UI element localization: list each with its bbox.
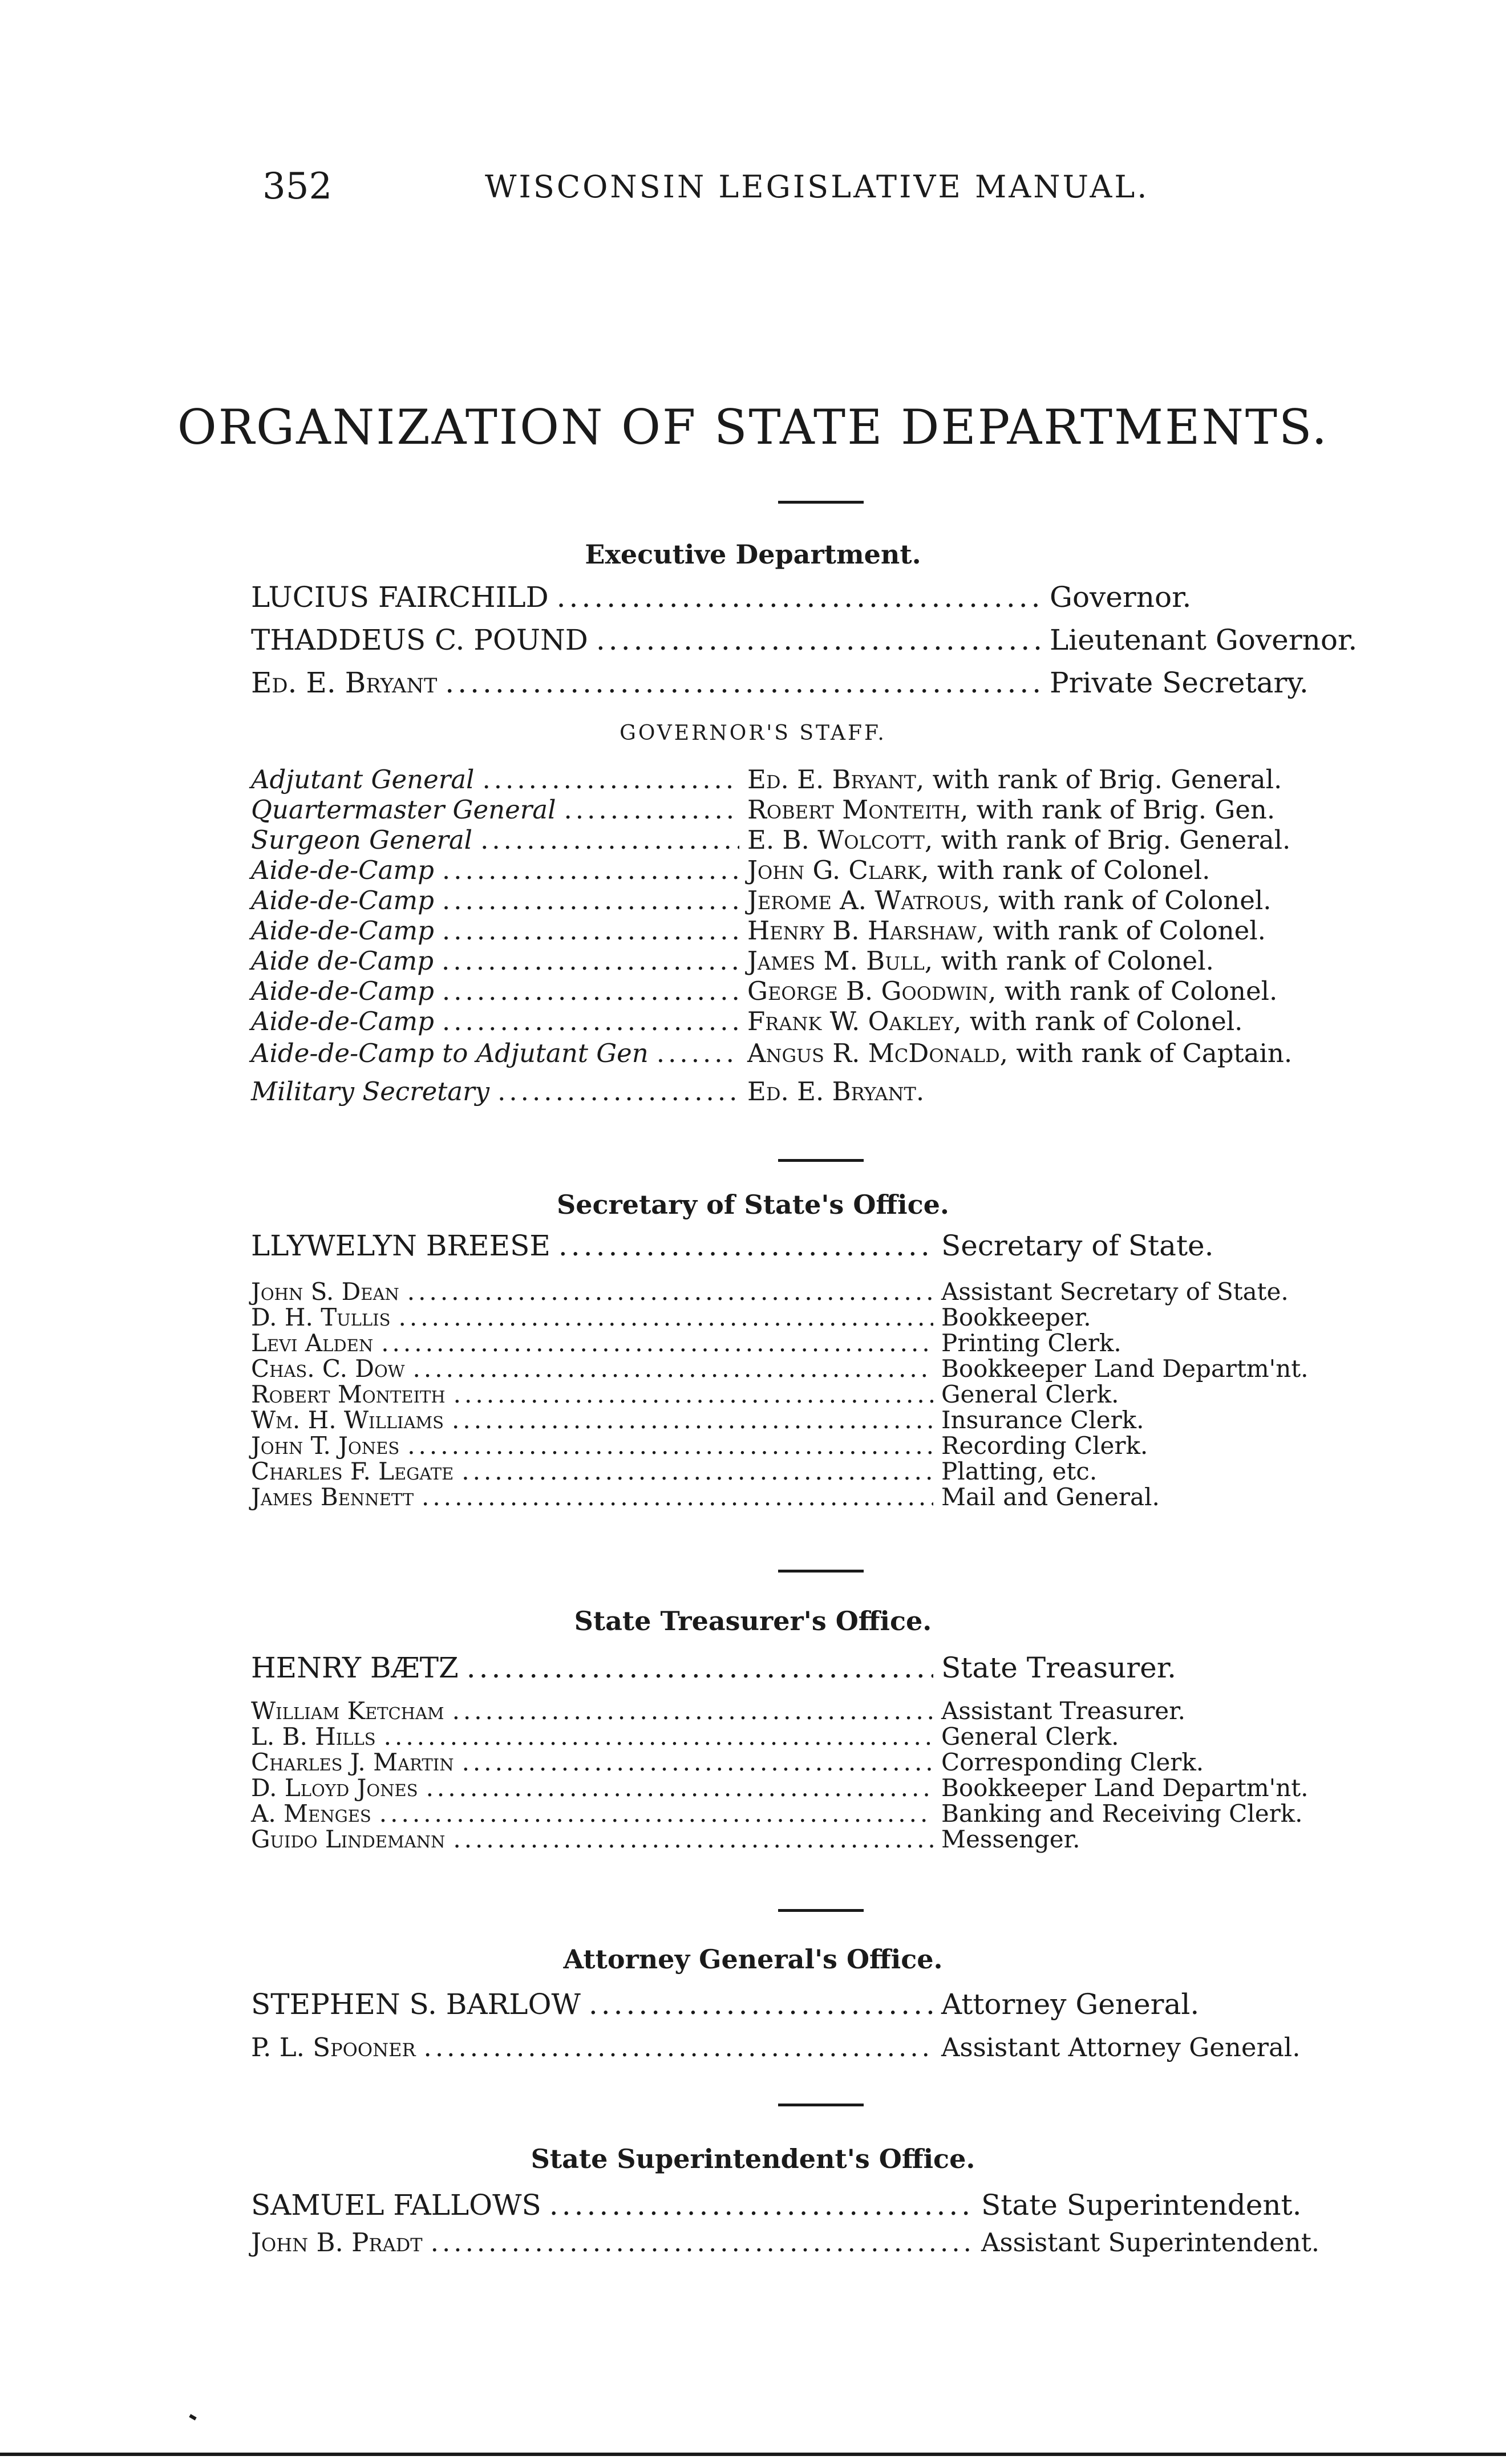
- staff-name: A. Menges: [251, 1800, 371, 1827]
- staff-name: Chas. C. Dow: [251, 1355, 405, 1383]
- dot-leader: [454, 1380, 933, 1408]
- officer-name: THADDEUS C. POUND: [251, 623, 588, 656]
- section-divider: [778, 1570, 864, 1573]
- staff-position: Aide-de-Camp: [251, 976, 434, 1006]
- staff-row: [251, 1457, 1392, 1485]
- staff-position: Aide de-Camp: [251, 946, 434, 976]
- section-divider: [778, 1909, 864, 1912]
- dot-leader: [557, 581, 1042, 614]
- dot-leader: [407, 1278, 933, 1306]
- dot-leader: [549, 2189, 973, 2222]
- staff-name: Guido Lindemann: [251, 1825, 446, 1853]
- staff-title: Banking and Receiving Clerk.: [941, 1800, 1303, 1827]
- staff-title: General Clerk.: [941, 1723, 1119, 1750]
- staff-title: Messenger.: [941, 1825, 1080, 1853]
- staff-name: John S. Dean: [251, 1278, 399, 1306]
- staff-name: John T. Jones: [251, 1432, 400, 1460]
- staff-row: [251, 1748, 1392, 1776]
- dot-leader: [422, 1483, 933, 1511]
- staff-name: William Ketcham: [251, 1697, 444, 1725]
- staff-title: Assistant Attorney General.: [941, 2032, 1301, 2062]
- section-divider: [778, 501, 864, 504]
- dot-leader: [467, 1651, 933, 1684]
- staff-name: D. Lloyd Jones: [251, 1774, 418, 1802]
- staff-name: Charles J. Martin: [251, 1748, 454, 1776]
- officer-name: SAMUEL FALLOWS: [251, 2189, 541, 2222]
- officer-row: [251, 1651, 1392, 1684]
- dot-leader: [589, 1988, 933, 2021]
- executive-heading: Executive Department.: [585, 539, 921, 570]
- section-divider: [778, 2104, 864, 2106]
- dot-leader: [558, 1229, 933, 1262]
- staff-title: Assistant Secretary of State.: [941, 1278, 1289, 1306]
- staff-row: [251, 764, 1392, 795]
- officer-title: Secretary of State.: [941, 1229, 1214, 1262]
- staff-title: Bookkeeper.: [941, 1303, 1091, 1331]
- officer-title: Lieutenant Governor.: [1050, 623, 1358, 656]
- staff-title: Bookkeeper Land Departm'nt.: [941, 1774, 1309, 1802]
- staff-title: Printing Clerk.: [941, 1329, 1122, 1357]
- staff-holder: Henry B. Harshaw, with rank of Colonel.: [747, 915, 1266, 946]
- dot-leader: [462, 1748, 933, 1776]
- dot-leader: [426, 1774, 933, 1802]
- staff-holder: George B. Goodwin, with rank of Colonel.: [747, 976, 1278, 1006]
- staff-holder: John G. Clark, with rank of Colonel.: [747, 855, 1211, 885]
- officer-row: [251, 581, 1392, 614]
- staff-name: Charles F. Legate: [251, 1457, 454, 1485]
- running-head: [251, 165, 1380, 211]
- dot-leader: [442, 976, 739, 1006]
- dot-leader: [442, 915, 739, 946]
- dot-leader: [596, 623, 1042, 656]
- page-edge-rule: [0, 2453, 1506, 2456]
- staff-row: [251, 1483, 1392, 1511]
- page-number: 352: [262, 165, 333, 208]
- staff-holder: Robert Monteith, with rank of Brig. Gen.: [747, 795, 1276, 825]
- officer-title: State Treasurer.: [941, 1651, 1177, 1684]
- staff-title: Insurance Clerk.: [941, 1406, 1144, 1434]
- staff-name: Robert Monteith: [251, 1380, 446, 1408]
- staff-title: General Clerk.: [941, 1380, 1119, 1408]
- staff-row: [251, 1380, 1392, 1408]
- staff-holder: Jerome A. Watrous, with rank of Colonel.: [747, 885, 1272, 915]
- staff-row: [251, 2032, 1392, 2062]
- staff-row: [251, 1329, 1392, 1357]
- officer-title: Private Secretary.: [1050, 666, 1309, 699]
- staff-title: Platting, etc.: [941, 1457, 1098, 1485]
- staff-title: Bookkeeper Land Departm'nt.: [941, 1355, 1309, 1383]
- officer-row: [251, 2189, 1392, 2222]
- dot-leader: [480, 825, 739, 855]
- staff-position: Aide-de-Camp to Adjutant Gen: [251, 1038, 649, 1068]
- staff-position: Aide-de-Camp: [251, 885, 434, 915]
- dot-leader: [442, 855, 739, 885]
- staff-position: Aide-de-Camp: [251, 855, 434, 885]
- staff-name: P. L. Spooner: [251, 2032, 416, 2062]
- officer-name: STEPHEN S. BARLOW: [251, 1988, 581, 2021]
- staff-position: Military Secretary: [251, 1076, 490, 1107]
- staff-name: James Bennett: [251, 1483, 414, 1511]
- staff-title: Mail and General.: [941, 1483, 1160, 1511]
- dot-leader: [461, 1457, 933, 1485]
- staff-row: [251, 1800, 1392, 1827]
- dot-leader: [442, 885, 739, 915]
- staff-name: L. B. Hills: [251, 1723, 376, 1750]
- staff-row: [251, 1774, 1392, 1802]
- staff-name: D. H. Tullis: [251, 1303, 391, 1331]
- staff-title: Assistant Treasurer.: [941, 1697, 1185, 1725]
- dot-leader: [452, 1406, 933, 1434]
- staff-row: [251, 1303, 1392, 1331]
- staff-row: [251, 885, 1392, 915]
- staff-row: [251, 1006, 1392, 1036]
- staff-row: [251, 825, 1392, 855]
- officer-name: LUCIUS FAIRCHILD: [251, 581, 549, 614]
- staff-row: [251, 1278, 1392, 1306]
- dot-leader: [431, 2227, 973, 2258]
- officer-row: [251, 1988, 1392, 2021]
- dot-leader: [407, 1432, 933, 1460]
- officer-row: [251, 623, 1392, 656]
- staff-row: [251, 855, 1392, 885]
- officer-name: HENRY BÆTZ: [251, 1651, 459, 1684]
- officer-row: [251, 666, 1392, 699]
- attorney-heading: Attorney General's Office.: [563, 1944, 943, 1975]
- dot-leader: [482, 764, 739, 795]
- staff-holder: James M. Bull, with rank of Colonel.: [747, 946, 1214, 976]
- treasurer-heading: State Treasurer's Office.: [574, 1606, 932, 1636]
- staff-row: [251, 1406, 1392, 1434]
- staff-position: Aide-de-Camp: [251, 915, 434, 946]
- staff-name: Wm. H. Williams: [251, 1406, 444, 1434]
- officer-name: Ed. E. Bryant: [251, 666, 438, 699]
- staff-row: [251, 1355, 1392, 1383]
- page-title: ORGANIZATION OF STATE DEPARTMENTS.: [177, 399, 1329, 455]
- officer-title: State Superintendent.: [981, 2189, 1302, 2222]
- ink-speck: [189, 2414, 196, 2420]
- staff-row: [251, 1825, 1392, 1853]
- staff-name: Levi Alden: [251, 1329, 374, 1357]
- staff-row: [251, 795, 1392, 825]
- section-divider: [778, 1159, 864, 1162]
- officer-title: Governor.: [1050, 581, 1192, 614]
- staff-name: John B. Pradt: [251, 2227, 423, 2258]
- staff-title: Assistant Superintendent.: [981, 2227, 1320, 2258]
- staff-position: Aide-de-Camp: [251, 1006, 434, 1036]
- governors-staff-heading: GOVERNOR'S STAFF.: [620, 722, 886, 745]
- staff-row: [251, 1076, 1392, 1107]
- staff-row: [251, 915, 1392, 946]
- staff-title: Recording Clerk.: [941, 1432, 1148, 1460]
- officer-row: [251, 1229, 1392, 1262]
- staff-holder: Ed. E. Bryant.: [747, 1076, 925, 1107]
- staff-position: Surgeon General: [251, 825, 473, 855]
- staff-row: [251, 1432, 1392, 1460]
- dot-leader: [379, 1800, 933, 1827]
- officer-name: LLYWELYN BREESE: [251, 1229, 550, 1262]
- staff-holder: E. B. Wolcott, with rank of Brig. General.: [747, 825, 1291, 855]
- secretary-heading: Secretary of State's Office.: [557, 1189, 949, 1220]
- dot-leader: [497, 1076, 739, 1107]
- staff-row: [251, 1723, 1392, 1750]
- dot-leader: [442, 1006, 739, 1036]
- dot-leader: [413, 1355, 933, 1383]
- dot-leader: [453, 1825, 933, 1853]
- staff-position: Quartermaster General: [251, 795, 556, 825]
- staff-row: [251, 946, 1392, 976]
- staff-title: Corresponding Clerk.: [941, 1748, 1204, 1776]
- running-title: WISCONSIN LEGISLATIVE MANUAL.: [485, 169, 1149, 205]
- staff-holder: Angus R. McDonald, with rank of Captain.: [747, 1038, 1293, 1068]
- staff-row: [251, 976, 1392, 1006]
- dot-leader: [384, 1723, 933, 1750]
- dot-leader: [564, 795, 740, 825]
- dot-leader: [424, 2032, 933, 2062]
- dot-leader: [445, 666, 1042, 699]
- staff-holder: Ed. E. Bryant, with rank of Brig. General.: [747, 764, 1282, 795]
- superintendent-heading: State Superintendent's Office.: [531, 2143, 975, 2174]
- staff-holder: Frank W. Oakley, with rank of Colonel.: [747, 1006, 1243, 1036]
- dot-leader: [452, 1697, 933, 1725]
- staff-row: [251, 1038, 1392, 1068]
- staff-position: Adjutant General: [251, 764, 475, 795]
- staff-row: [251, 2227, 1392, 2258]
- staff-row: [251, 1697, 1392, 1725]
- dot-leader: [442, 946, 739, 976]
- dot-leader: [657, 1038, 739, 1068]
- dot-leader: [399, 1303, 934, 1331]
- officer-title: Attorney General.: [941, 1988, 1200, 2021]
- dot-leader: [381, 1329, 933, 1357]
